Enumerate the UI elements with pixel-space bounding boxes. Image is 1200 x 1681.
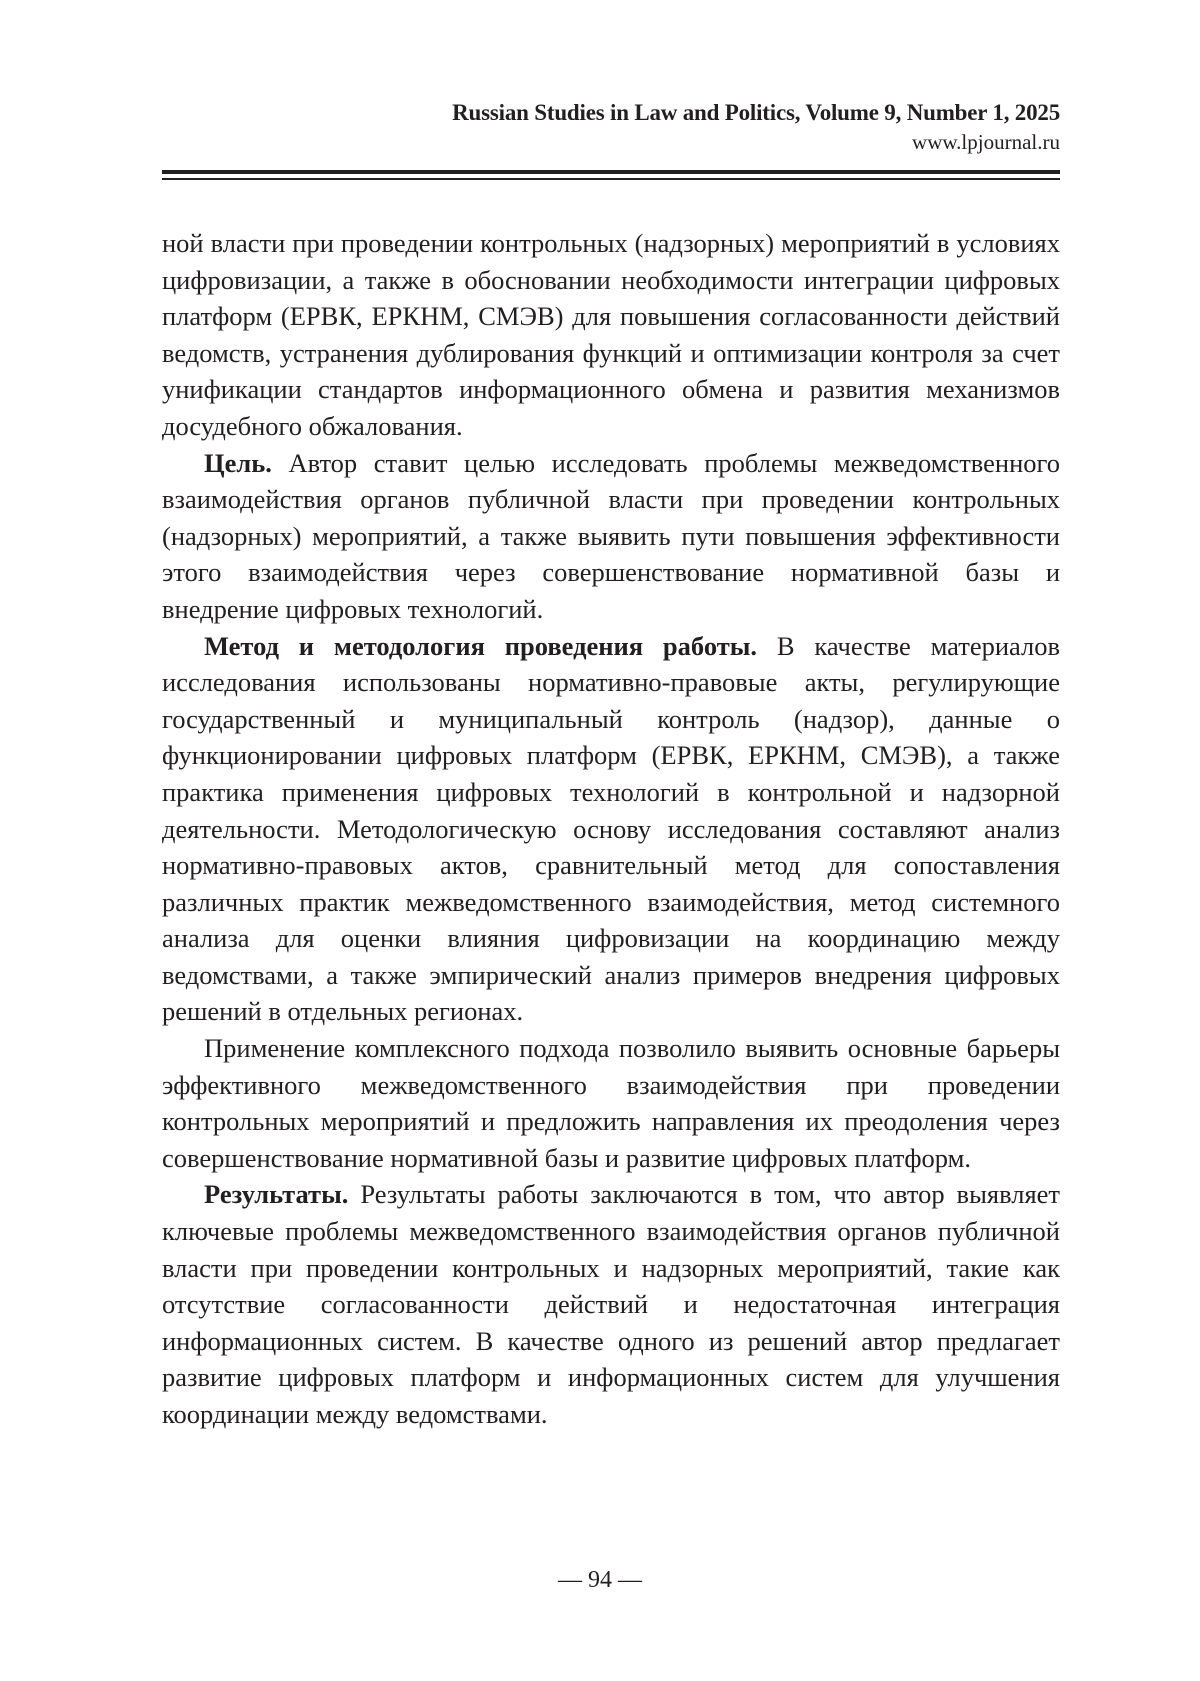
- header-rule-thin: [162, 178, 1060, 180]
- paragraph-results: [162, 1176, 1060, 1432]
- paragraph-text: Результаты работы заключаются в том, что автор выявляет ключевые проблемы межведомственного взаимодействия органов публичной власти при проведении контрольных и надзорных мероприятий, такие как отсутствие согласованности действий и недостаточная интеграция информационных систем. В качестве одного из решений автор предлагает развитие цифровых платформ и информационных систем для улучшения координации между ведомствами.: [162, 1179, 1060, 1429]
- paragraph-lead: Цель.: [204, 447, 272, 478]
- paragraph-text: Применение комплексного подхода позволило выявить основные барьеры эффективного межведомственного взаимодействия при проведении контрольных мероприятий и предложить направления их преодоления через совершенствование нормативной базы и развитие цифровых платформ.: [162, 1033, 1060, 1173]
- paragraph-text: В качестве материалов исследования использованы нормативно-правовые акты, регулирующие государственный и муниципальный контроль (надзор), данные о функционировании цифровых платформ (ЕРВК, ЕРКНМ, СМЭВ), а также практика применения цифровых технологий в контрольной и надзорной деятельности. Методологическую основу исследования составляют анализ нормативно-правовых актов, сравнительный метод для сопоставления различных практик межведомственного взаимодействия, метод системного анализа для оценки влияния цифровизации на координацию между ведомствами, а также эмпирический анализ примеров внедрения цифровых решений в отдельных регионах.: [162, 630, 1061, 1027]
- paragraph-approach: [162, 1030, 1060, 1176]
- paragraph-lead: Результаты.: [204, 1179, 349, 1210]
- running-header: [162, 98, 1060, 156]
- paragraph-text: ной власти при проведении контрольных (надзорных) мероприятий в условиях цифровизации, а также в обосновании необходимости интеграции цифровых платформ (ЕРВК, ЕРКНМ, СМЭВ) для повышения согласованности действий ведомств, устранения дублирования функций и оптимизации контроля за счет унификации стандартов информационного обмена и развития механизмов досудебного обжалования.: [162, 228, 1060, 441]
- journal-website: www.lpjournal.ru: [912, 130, 1060, 154]
- paragraph-goal: [162, 445, 1060, 628]
- paragraph-continuation: [162, 225, 1060, 445]
- page-number: — 94 —: [558, 1567, 642, 1593]
- header-rule-thick: [162, 170, 1060, 174]
- body-text: [162, 225, 1060, 1433]
- paragraph-text: Автор ставит целью исследовать проблемы межведомственного взаимодействия органов публичной власти при проведении контрольных (надзорных) мероприятий, а также выявить пути повышения эффективности этого взаимодействия через совершенствование нормативной базы и внедрение цифровых технологий.: [162, 447, 1060, 624]
- journal-title: Russian Studies in Law and Politics, Volume 9, Number 1, 2025: [452, 100, 1060, 125]
- paragraph-method: [162, 628, 1060, 1031]
- paragraph-lead: Метод и методология проведения работы.: [204, 630, 758, 661]
